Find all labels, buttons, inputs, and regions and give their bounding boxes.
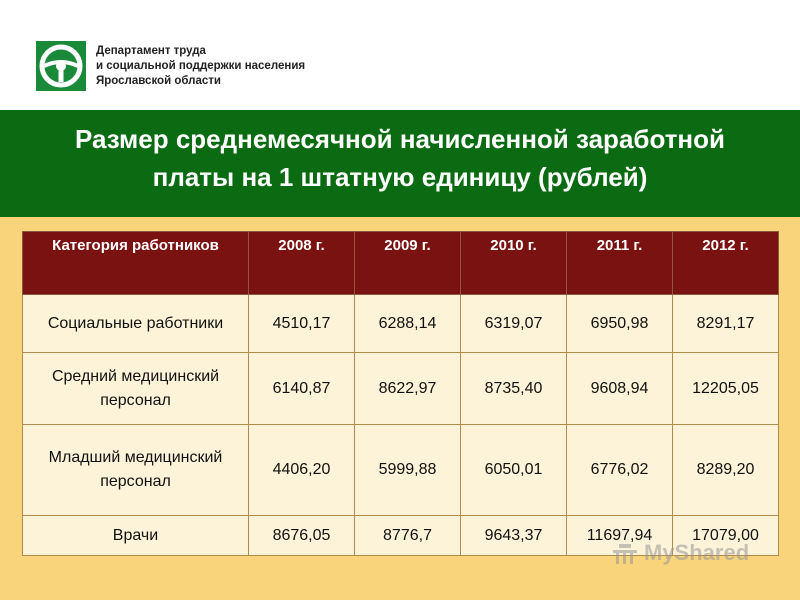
column-header-2008: 2008 г. — [249, 232, 355, 295]
table-cell: 5999,88 — [355, 425, 461, 516]
table-cell: 8735,40 — [461, 353, 567, 425]
table-cell: 4406,20 — [249, 425, 355, 516]
org-name-line-1: Департамент труда — [96, 45, 206, 57]
table-cell: 6776,02 — [567, 425, 673, 516]
table-cell: 8776,7 — [355, 516, 461, 556]
table-cell: 11697,94 — [567, 516, 673, 556]
salary-table — [22, 231, 779, 556]
table-cell: 6319,07 — [461, 295, 567, 353]
table-cell: 17079,00 — [673, 516, 779, 556]
table-cell: 8622,97 — [355, 353, 461, 425]
table-cell-category: Средний медицинский персонал — [23, 353, 249, 425]
department-logo-icon — [36, 41, 86, 91]
table-row — [23, 295, 779, 353]
page-title — [0, 120, 800, 196]
table-header-row — [23, 232, 779, 295]
table-cell: 9643,37 — [461, 516, 567, 556]
table-cell-category: Младший медицинский персонал — [23, 425, 249, 516]
table-cell: 8291,17 — [673, 295, 779, 353]
organization-name — [96, 44, 305, 89]
org-name-line-3: Ярославской области — [96, 75, 221, 87]
column-header-category: Категория работников — [23, 232, 249, 295]
column-header-2011: 2011 г. — [567, 232, 673, 295]
org-name-line-2: и социальной поддержки населения — [96, 60, 306, 72]
column-header-2010: 2010 г. — [461, 232, 567, 295]
table-cell: 8676,05 — [249, 516, 355, 556]
table-cell: 6140,87 — [249, 353, 355, 425]
page-title-line-2: платы на 1 штатную единицу (рублей) — [152, 162, 648, 192]
table-row — [23, 353, 779, 425]
header — [0, 0, 800, 110]
column-header-2012: 2012 г. — [673, 232, 779, 295]
table-cell: 6050,01 — [461, 425, 567, 516]
table-cell-category: Социальные работники — [23, 295, 249, 353]
table-cell: 8289,20 — [673, 425, 779, 516]
table-cell-category: Врачи — [23, 516, 249, 556]
page-title-line-1: Размер среднемесячной начисленной заработной — [74, 124, 725, 154]
watermark-text: MyShared — [644, 540, 750, 565]
table-cell: 6950,98 — [567, 295, 673, 353]
table-cell: 12205,05 — [673, 353, 779, 425]
table-cell: 4510,17 — [249, 295, 355, 353]
table-cell: 9608,94 — [567, 353, 673, 425]
myshared-logo-icon — [612, 542, 638, 566]
table-cell: 6288,14 — [355, 295, 461, 353]
table-row — [23, 425, 779, 516]
column-header-2009: 2009 г. — [355, 232, 461, 295]
